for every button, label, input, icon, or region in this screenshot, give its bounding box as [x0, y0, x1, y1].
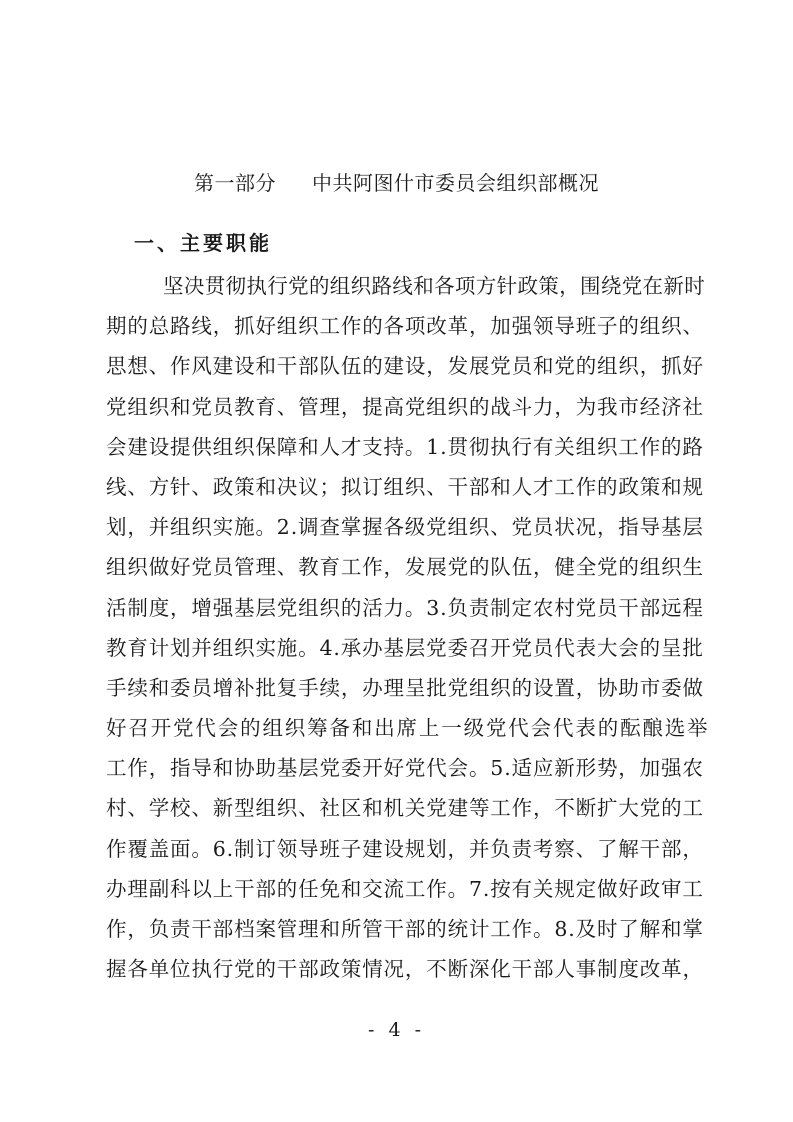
page-title — [0, 170, 793, 196]
body-line: 作覆盖面。6.制订领导班子建设规划，并负责考察、了解干部， — [106, 836, 704, 861]
section-heading: 一、主要职能 — [134, 231, 272, 255]
body-line: 线、方针、政策和决议；拟订组织、干部和人才工作的政策和规 — [106, 474, 704, 499]
body-line: 握各单位执行党的干部政策情况，不断深化干部人事制度改革， — [106, 957, 704, 982]
body-line: 会建设提供组织保障和人才支持。1.贯彻执行有关组织工作的路 — [106, 434, 704, 459]
title-part: 第一部分 — [194, 171, 276, 195]
body-line: 划，并组织实施。2.调查掌握各级党组织、党员状况，指导基层 — [106, 515, 704, 540]
body-paragraph — [106, 266, 710, 989]
body-line: 工作，指导和协助基层党委开好党代会。5.适应新形势，加强农 — [106, 756, 704, 781]
body-line: 作，负责干部档案管理和所管干部的统计工作。8.及时了解和掌 — [106, 917, 704, 941]
body-line: 组织做好党员管理、教育工作，发展党的队伍，健全党的组织生 — [106, 555, 704, 580]
body-line: 党组织和党员教育、管理，提高党组织的战斗力，为我市经济社 — [106, 394, 704, 419]
body-line: 村、学校、新型组织、社区和机关党建等工作，不断扩大党的工 — [106, 796, 704, 821]
body-line: 办理副科以上干部的任免和交流工作。7.按有关规定做好政审工 — [106, 876, 704, 901]
body-line: 手续和委员增补批复手续，办理呈批党组织的设置，协助市委做 — [106, 675, 704, 700]
page-number: - 4 - — [367, 1019, 425, 1041]
body-line: 教育计划并组织实施。4.承办基层党委召开党员代表大会的呈批 — [106, 635, 704, 660]
body-line: 好召开党代会的组织筹备和出席上一级党代会代表的酝酿选举 — [106, 716, 710, 741]
body-line: 期的总路线，抓好组织工作的各项改革，加强领导班子的组织、 — [106, 314, 704, 339]
body-line: 活制度，增强基层党组织的活力。3.负责制定农村党员干部远程 — [106, 595, 704, 620]
body-line: 坚决贯彻执行党的组织路线和各项方针政策，围绕党在新时 — [163, 274, 706, 298]
body-line: 思想、作风建设和干部队伍的建设，发展党员和党的组织，抓好 — [106, 354, 704, 379]
title-name: 中共阿图什市委员会组织部概况 — [312, 171, 599, 195]
